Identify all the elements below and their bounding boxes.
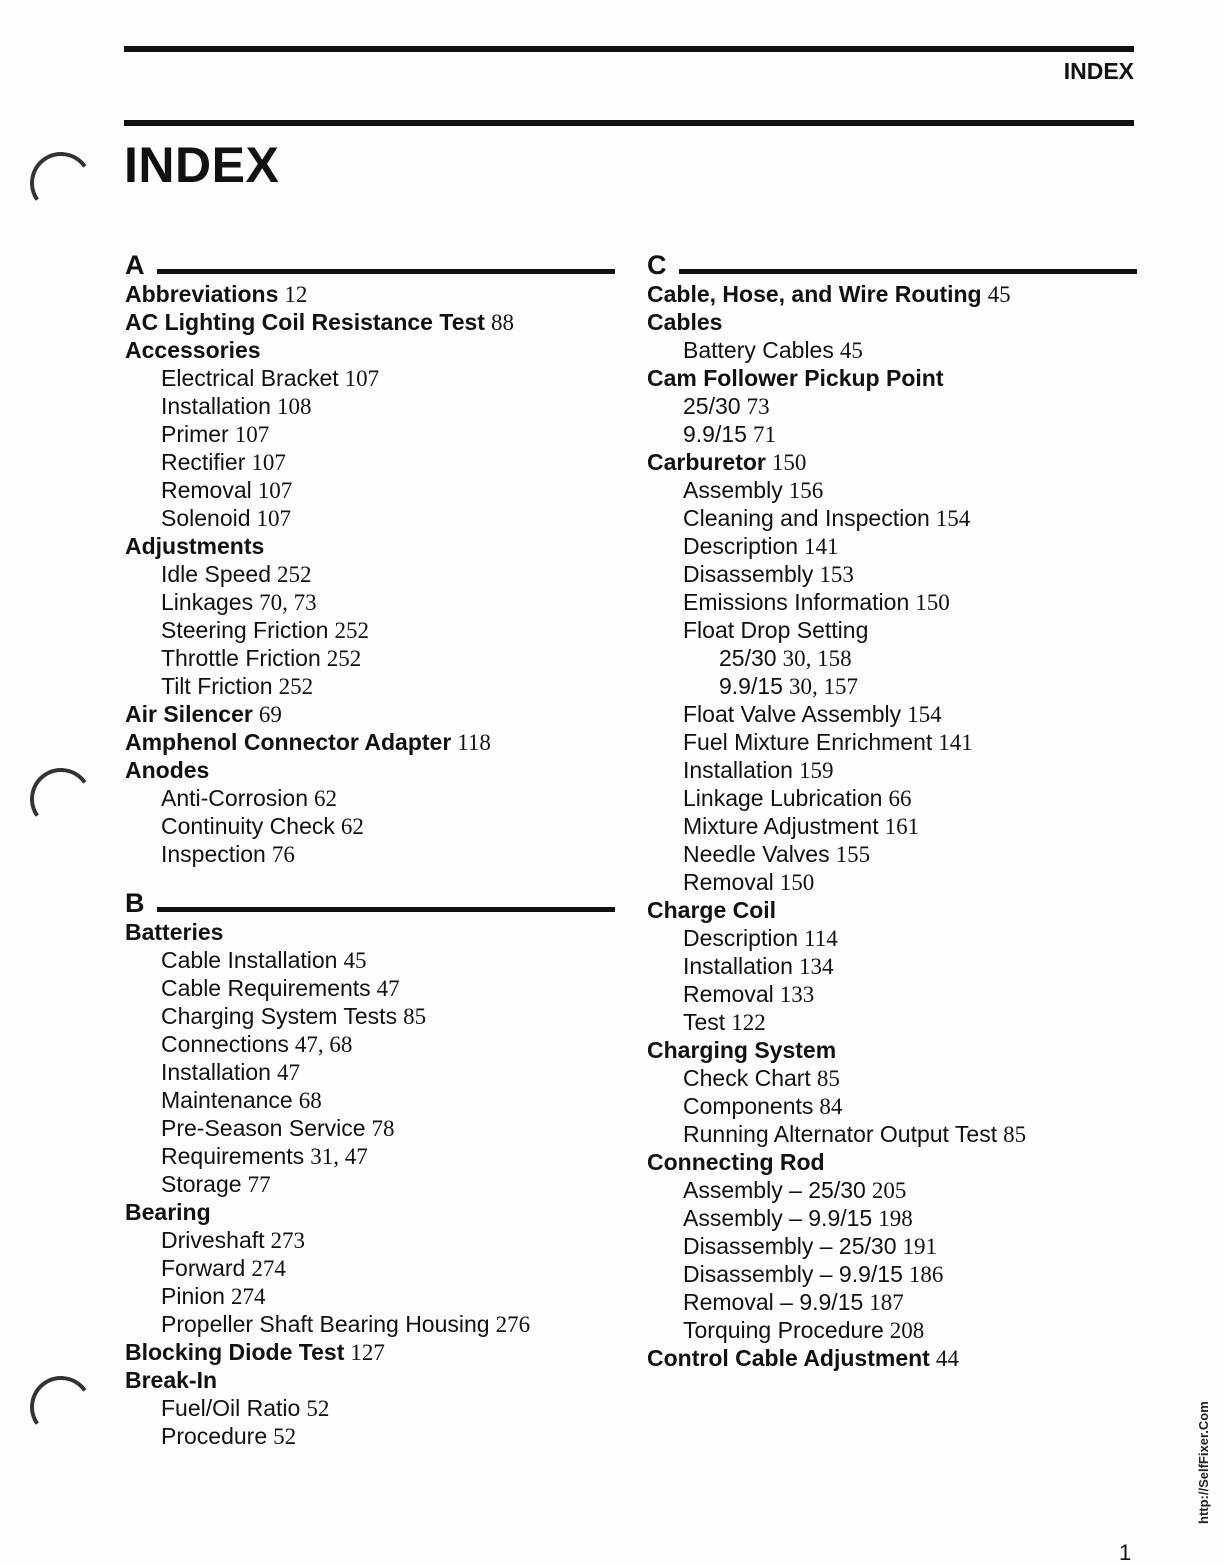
entry-term: Float Drop Setting: [683, 617, 869, 643]
index-entry: [647, 616, 1137, 644]
entry-term: Throttle Friction: [161, 645, 321, 671]
entry-pages: 186: [908, 1262, 944, 1287]
entry-term: Abbreviations: [125, 281, 279, 307]
entry-term: Break-In: [125, 1367, 218, 1393]
entry-pages: 62: [340, 814, 364, 839]
entry-pages: 30, 158: [782, 646, 852, 671]
entry-term: Disassembly: [683, 561, 814, 587]
index-entry: [125, 1338, 615, 1366]
index-entry: [125, 392, 615, 420]
entry-term: 25/30: [719, 645, 777, 671]
entry-term: Mixture Adjustment: [683, 813, 879, 839]
index-entry: [125, 616, 615, 644]
entry-pages: 52: [273, 1424, 297, 1449]
index-entry: [125, 420, 615, 448]
entry-pages: 276: [495, 1312, 531, 1337]
entry-pages: 150: [915, 590, 950, 615]
index-entry: [647, 420, 1137, 448]
entry-pages: 252: [334, 618, 369, 643]
entry-term: Storage: [161, 1171, 242, 1197]
index-entry: [125, 448, 615, 476]
entry-term: Installation: [161, 1059, 271, 1085]
entry-term: Driveshaft: [161, 1227, 265, 1253]
index-entry: [647, 644, 1137, 672]
index-entry: [647, 1036, 1137, 1064]
entry-term: Assembly – 25/30: [683, 1177, 866, 1203]
entry-pages: 31, 47: [310, 1144, 368, 1169]
index-entry: [125, 308, 615, 336]
index-entry: [125, 644, 615, 672]
entry-pages: 45: [343, 948, 367, 973]
index-entry: [125, 1058, 615, 1086]
entry-term: Tilt Friction: [161, 673, 273, 699]
entry-term: 25/30: [683, 393, 741, 419]
entry-pages: 70, 73: [259, 590, 317, 615]
entry-term: Installation: [683, 953, 793, 979]
index-entry: [125, 364, 615, 392]
index-entry: [125, 1170, 615, 1198]
index-entry: [125, 974, 615, 1002]
entry-term: Blocking Diode Test: [125, 1339, 345, 1365]
entry-pages: 47: [376, 976, 400, 1001]
entry-pages: 69: [258, 702, 282, 727]
entry-pages: 274: [251, 1256, 286, 1281]
entry-term: 9.9/15: [719, 673, 783, 699]
index-entry: [647, 392, 1137, 420]
entry-term: Rectifier: [161, 449, 246, 475]
entry-pages: 107: [344, 366, 380, 391]
entry-term: Inspection: [161, 841, 266, 867]
section-heading: [125, 882, 615, 918]
entry-term: Requirements: [161, 1143, 305, 1169]
entry-pages: 187: [869, 1290, 904, 1315]
entry-pages: 78: [371, 1116, 395, 1141]
entry-term: Anti-Corrosion: [161, 785, 308, 811]
index-entry: [647, 952, 1137, 980]
index-entry: [125, 812, 615, 840]
index-entry: [647, 1176, 1137, 1204]
entry-pages: 191: [902, 1234, 937, 1259]
entry-term: Needle Valves: [683, 841, 830, 867]
entry-term: Removal: [683, 981, 774, 1007]
entry-pages: 150: [779, 870, 815, 895]
index-entry: [125, 560, 615, 588]
entry-term: Connecting Rod: [647, 1149, 825, 1175]
entry-term: Test: [683, 1009, 726, 1035]
section-heading: [647, 244, 1137, 280]
entry-term: Removal – 9.9/15: [683, 1289, 864, 1315]
index-entry: [125, 1114, 615, 1142]
entry-pages: 107: [251, 450, 286, 475]
index-entry: [647, 868, 1137, 896]
entry-pages: 107: [256, 506, 292, 531]
entry-pages: 85: [1003, 1122, 1027, 1147]
index-entry: [647, 308, 1137, 336]
index-entry: [125, 1366, 615, 1394]
entry-term: Cam Follower Pickup Point: [647, 365, 944, 391]
index-entry: [647, 980, 1137, 1008]
index-section-a: [125, 244, 615, 868]
section-rule: [157, 907, 615, 912]
index-entry: [125, 280, 615, 308]
entry-term: Connections: [161, 1031, 289, 1057]
entry-term: Disassembly – 9.9/15: [683, 1261, 903, 1287]
entry-pages: 205: [871, 1178, 907, 1203]
index-entry: [647, 1204, 1137, 1232]
entry-term: 9.9/15: [683, 421, 747, 447]
entry-pages: 161: [884, 814, 920, 839]
header-bottom-rule: [124, 120, 1134, 126]
index-entry: [647, 504, 1137, 532]
index-entry: [125, 1142, 615, 1170]
index-column-left: [125, 244, 615, 1450]
index-entry: [647, 672, 1137, 700]
index-entry: [125, 1254, 615, 1282]
index-entry: [125, 756, 615, 784]
entry-term: Cleaning and Inspection: [683, 505, 930, 531]
index-entry-list: [125, 280, 615, 868]
index-entry: [125, 1310, 615, 1338]
index-entry: [647, 560, 1137, 588]
entry-pages: 84: [819, 1094, 843, 1119]
entry-term: Assembly: [683, 477, 783, 503]
entry-term: Idle Speed: [161, 561, 271, 587]
entry-term: Battery Cables: [683, 337, 834, 363]
index-entry: [647, 1092, 1137, 1120]
index-entry: [647, 896, 1137, 924]
section-letter: C: [647, 250, 667, 280]
page-number: 1: [1119, 1540, 1132, 1565]
entry-pages: 252: [326, 646, 362, 671]
entry-pages: 198: [878, 1206, 913, 1231]
section-rule: [157, 269, 615, 274]
entry-term: Linkages: [161, 589, 254, 615]
index-entry: [125, 1422, 615, 1450]
entry-pages: 122: [731, 1010, 766, 1035]
index-entry: [647, 1316, 1137, 1344]
index-entry: [125, 728, 615, 756]
entry-pages: 12: [284, 282, 308, 307]
entry-pages: 154: [907, 702, 942, 727]
entry-pages: 30, 157: [788, 674, 858, 699]
entry-term: Pinion: [161, 1283, 225, 1309]
index-entry: [647, 476, 1137, 504]
punch-hole-mark: [25, 147, 97, 219]
entry-term: Steering Friction: [161, 617, 329, 643]
entry-pages: 141: [804, 534, 839, 559]
index-entry: [647, 1148, 1137, 1176]
index-entry: [647, 532, 1137, 560]
entry-term: Charge Coil: [647, 897, 777, 923]
entry-term: Procedure: [161, 1423, 268, 1449]
index-entry-list: [125, 918, 615, 1450]
entry-term: Continuity Check: [161, 813, 335, 839]
entry-pages: 73: [746, 394, 770, 419]
entry-term: Charging System: [647, 1037, 837, 1063]
index-entry: [647, 1120, 1137, 1148]
entry-term: Solenoid: [161, 505, 251, 531]
index-entry: [647, 728, 1137, 756]
punch-hole-mark: [25, 763, 97, 835]
entry-term: Torquing Procedure: [683, 1317, 884, 1343]
entry-pages: 47, 68: [294, 1032, 353, 1057]
index-entry: [647, 840, 1137, 868]
entry-pages: 114: [804, 926, 838, 951]
entry-term: Electrical Bracket: [161, 365, 339, 391]
entry-term: Cables: [647, 309, 723, 335]
entry-term: Fuel/Oil Ratio: [161, 1395, 301, 1421]
entry-pages: 62: [314, 786, 337, 811]
section-letter: A: [125, 250, 145, 280]
entry-term: Removal: [161, 477, 252, 503]
entry-term: Amphenol Connector Adapter: [125, 729, 452, 755]
index-column-right: [647, 244, 1137, 1372]
index-entry: [647, 812, 1137, 840]
index-entry: [647, 756, 1137, 784]
entry-pages: 134: [798, 954, 834, 979]
index-entry: [125, 1030, 615, 1058]
header-top-rule: [124, 46, 1134, 52]
index-entry: [125, 1394, 615, 1422]
entry-term: Maintenance: [161, 1087, 293, 1113]
index-entry: [647, 1260, 1137, 1288]
entry-pages: 71: [752, 422, 776, 447]
entry-term: Description: [683, 925, 799, 951]
index-entry: [647, 588, 1137, 616]
entry-pages: 252: [278, 674, 314, 699]
index-section-c: [647, 244, 1137, 1372]
entry-pages: 154: [935, 506, 971, 531]
entry-pages: 45: [987, 282, 1011, 307]
index-entry: [125, 504, 615, 532]
index-entry: [125, 784, 615, 812]
entry-pages: 44: [935, 1346, 959, 1371]
entry-term: Description: [683, 533, 799, 559]
index-entry: [125, 336, 615, 364]
entry-pages: 155: [835, 842, 871, 867]
index-entry: [125, 840, 615, 868]
section-letter: B: [125, 888, 145, 918]
index-entry: [125, 1002, 615, 1030]
entry-term: Components: [683, 1093, 814, 1119]
index-entry: [125, 1198, 615, 1226]
entry-term: Cable, Hose, and Wire Routing: [647, 281, 982, 307]
entry-pages: 252: [276, 562, 312, 587]
entry-term: Batteries: [125, 919, 224, 945]
entry-term: Disassembly – 25/30: [683, 1233, 897, 1259]
entry-pages: 88: [490, 310, 514, 335]
index-entry: [647, 1008, 1137, 1036]
entry-term: Installation: [683, 757, 793, 783]
entry-term: Installation: [161, 393, 271, 419]
entry-pages: 108: [276, 394, 312, 419]
entry-pages: 52: [306, 1396, 330, 1421]
entry-pages: 118: [457, 730, 491, 755]
entry-pages: 76: [271, 842, 295, 867]
entry-term: Forward: [161, 1255, 246, 1281]
index-entry: [647, 1288, 1137, 1316]
entry-term: Running Alternator Output Test: [683, 1121, 998, 1147]
entry-pages: 85: [403, 1004, 427, 1029]
section-rule: [679, 269, 1137, 274]
entry-pages: 77: [247, 1172, 271, 1197]
entry-pages: 45: [839, 338, 863, 363]
index-section-b: [125, 882, 615, 1450]
entry-term: Accessories: [125, 337, 261, 363]
index-entry: [647, 336, 1137, 364]
entry-term: Air Silencer: [125, 701, 253, 727]
entry-pages: 127: [350, 1340, 385, 1365]
index-entry: [647, 280, 1137, 308]
entry-pages: 274: [230, 1284, 266, 1309]
entry-pages: 159: [798, 758, 834, 783]
entry-term: Linkage Lubrication: [683, 785, 883, 811]
entry-term: Bearing: [125, 1199, 211, 1225]
running-header: INDEX: [1063, 58, 1134, 84]
index-entry: [125, 532, 615, 560]
index-entry: [125, 588, 615, 616]
entry-term: Control Cable Adjustment: [647, 1345, 930, 1371]
punch-hole-mark: [25, 1371, 97, 1443]
index-entry: [125, 672, 615, 700]
entry-term: Removal: [683, 869, 774, 895]
index-entry: [125, 700, 615, 728]
entry-term: Float Valve Assembly: [683, 701, 902, 727]
entry-term: Check Chart: [683, 1065, 811, 1091]
index-entry: [647, 1064, 1137, 1092]
entry-pages: 273: [270, 1228, 306, 1253]
index-entry: [647, 784, 1137, 812]
page-title: INDEX: [124, 137, 280, 193]
index-entry: [125, 946, 615, 974]
index-entry: [647, 700, 1137, 728]
entry-term: Anodes: [125, 757, 210, 783]
entry-term: Adjustments: [125, 533, 265, 559]
index-entry: [125, 476, 615, 504]
index-entry: [125, 918, 615, 946]
entry-term: Primer: [161, 421, 229, 447]
entry-pages: 107: [257, 478, 293, 503]
entry-pages: 141: [938, 730, 973, 755]
watermark: http://SelfFixer.Com: [1196, 1401, 1211, 1524]
entry-term: AC Lighting Coil Resistance Test: [125, 309, 485, 335]
entry-term: Emissions Information: [683, 589, 910, 615]
index-entry: [647, 364, 1137, 392]
entry-term: Fuel Mixture Enrichment: [683, 729, 933, 755]
entry-term: Assembly – 9.9/15: [683, 1205, 873, 1231]
entry-pages: 107: [234, 422, 270, 447]
entry-term: Cable Requirements: [161, 975, 371, 1001]
entry-term: Pre-Season Service: [161, 1115, 366, 1141]
section-heading: [125, 244, 615, 280]
index-entry: [647, 924, 1137, 952]
entry-term: Cable Installation: [161, 947, 338, 973]
index-entry: [125, 1226, 615, 1254]
index-entry: [647, 1232, 1137, 1260]
entry-pages: 156: [788, 478, 824, 503]
entry-pages: 68: [298, 1088, 322, 1113]
index-entry: [647, 448, 1137, 476]
entry-pages: 208: [889, 1318, 925, 1343]
entry-pages: 66: [888, 786, 912, 811]
index-entry: [647, 1344, 1137, 1372]
entry-pages: 150: [771, 450, 807, 475]
index-entry-list: [647, 280, 1137, 1372]
index-entry: [125, 1086, 615, 1114]
entry-pages: 153: [819, 562, 854, 587]
entry-term: Charging System Tests: [161, 1003, 398, 1029]
entry-pages: 133: [779, 982, 815, 1007]
entry-pages: 85: [816, 1066, 840, 1091]
entry-term: Propeller Shaft Bearing Housing: [161, 1311, 490, 1337]
entry-term: Carburetor: [647, 449, 766, 475]
entry-pages: 47: [276, 1060, 300, 1085]
index-entry: [125, 1282, 615, 1310]
